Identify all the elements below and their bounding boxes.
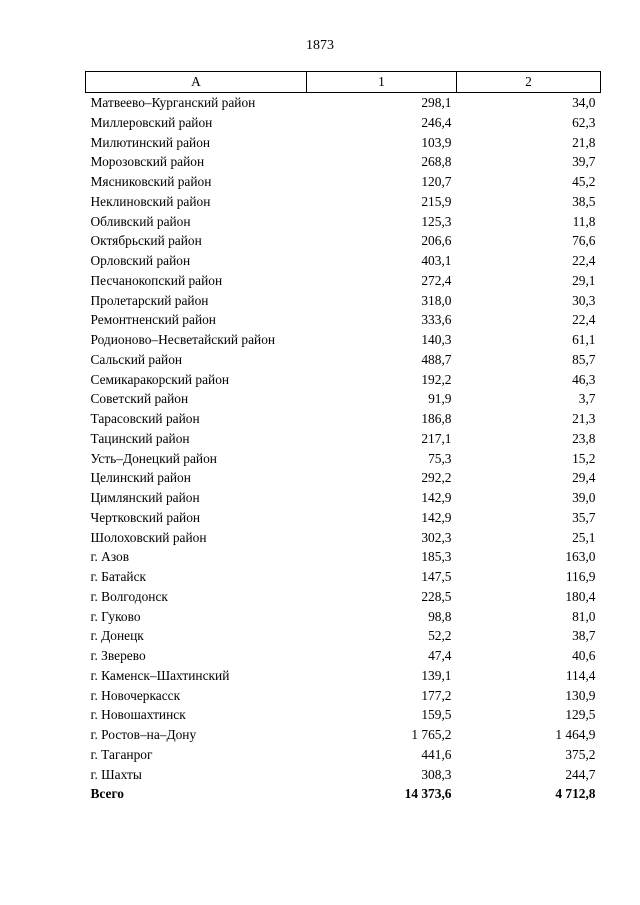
row-name-cell: Ремонтненский район	[90, 312, 216, 328]
row-value-1-cell: 308,3	[421, 766, 452, 782]
table-row	[86, 113, 601, 133]
row-value-2-cell: 1 464,9	[555, 727, 596, 742]
table-header	[86, 72, 601, 93]
table-row	[86, 231, 601, 251]
row-value-2-cell: 76,6	[572, 233, 596, 249]
row-value-1-cell: 140,3	[421, 332, 452, 347]
row-value-1-cell: 147,5	[421, 569, 452, 584]
row-value-1-cell: 441,6	[421, 746, 452, 762]
table-row	[86, 449, 601, 469]
row-value-2-cell: 180,4	[565, 588, 596, 604]
column-header-2: 2	[457, 72, 601, 93]
table-row	[86, 468, 601, 488]
data-table-container	[85, 71, 600, 804]
row-value-1-cell: 125,3	[421, 213, 452, 229]
row-name-cell: г. Новошахтинск	[90, 707, 186, 723]
table-row	[86, 547, 601, 567]
row-name-cell: г. Таганрог	[90, 746, 153, 762]
row-value-2-cell: 114,4	[565, 667, 596, 683]
row-value-1-cell: 268,8	[421, 154, 452, 170]
table-row	[86, 567, 601, 587]
table-row	[86, 626, 601, 646]
row-value-1-cell: 1 765,2	[411, 727, 452, 742]
table-row	[86, 409, 601, 429]
column-header-a: А	[86, 72, 307, 93]
row-value-1-cell: 142,9	[421, 509, 452, 525]
table-row	[86, 271, 601, 291]
table-row	[86, 607, 601, 627]
row-value-2-cell: 129,5	[565, 707, 596, 723]
data-table	[85, 71, 601, 804]
row-name-cell: Матвеево–Курганский район	[90, 95, 256, 110]
row-name-cell: Родионово–Несветайский район	[90, 332, 276, 347]
row-name-cell: Цимлянский район	[90, 490, 200, 505]
row-name-cell: Пролетарский район	[90, 292, 209, 308]
row-value-2-cell: 244,7	[565, 766, 596, 782]
row-name-cell: г. Азов	[90, 549, 130, 565]
row-value-1-cell: 246,4	[421, 114, 452, 130]
row-name-cell: г. Гуково	[90, 608, 141, 624]
row-name-cell: г. Шахты	[90, 766, 142, 782]
total-value-1-cell: 14 373,6	[404, 786, 452, 802]
table-row	[86, 93, 601, 113]
row-value-2-cell: 130,9	[565, 687, 596, 703]
row-value-2-cell: 62,3	[572, 114, 596, 130]
row-name-cell: Тацинский район	[90, 430, 190, 446]
row-value-2-cell: 116,9	[565, 569, 596, 584]
row-name-cell: Советский район	[90, 391, 189, 407]
page-number: 1873	[306, 38, 334, 53]
row-name-cell: Чертковский район	[90, 509, 201, 525]
row-value-1-cell: 103,9	[421, 134, 452, 150]
row-name-cell: Октябрьский район	[90, 233, 202, 249]
table-row	[86, 587, 601, 607]
row-value-2-cell: 61,1	[572, 332, 596, 347]
row-name-cell: Орловский район	[90, 253, 191, 268]
row-name-cell: Миллеровский район	[90, 114, 213, 130]
total-value-2-cell: 4 712,8	[555, 786, 596, 802]
row-name-cell: г. Волгодонск	[90, 588, 168, 604]
row-value-2-cell: 21,3	[572, 411, 596, 426]
row-name-cell: Мясниковский район	[90, 174, 212, 189]
table-row	[86, 666, 601, 686]
table-row	[86, 725, 601, 745]
row-value-1-cell: 47,4	[428, 648, 452, 663]
row-name-cell: Морозовский район	[90, 154, 205, 170]
row-value-1-cell: 52,2	[428, 628, 452, 644]
row-value-1-cell: 488,7	[421, 351, 452, 367]
table-row	[86, 646, 601, 666]
row-value-1-cell: 302,3	[421, 529, 452, 545]
table-row	[86, 133, 601, 153]
row-value-2-cell: 35,7	[572, 509, 596, 525]
row-value-2-cell: 30,3	[572, 292, 596, 308]
row-value-1-cell: 206,6	[421, 233, 452, 249]
table-row	[86, 172, 601, 192]
table-row	[86, 310, 601, 330]
table-row	[86, 152, 601, 172]
row-value-2-cell: 45,2	[572, 174, 596, 189]
table-row	[86, 765, 601, 785]
table-total-row	[86, 784, 601, 804]
row-name-cell: Шолоховский район	[90, 529, 207, 545]
row-name-cell: Милютинский район	[90, 134, 211, 150]
row-name-cell: Неклиновский район	[90, 193, 211, 209]
row-value-1-cell: 298,1	[421, 95, 452, 110]
row-name-cell: Усть–Донецкий район	[90, 450, 217, 466]
row-value-2-cell: 81,0	[572, 608, 596, 624]
row-value-1-cell: 159,5	[421, 707, 452, 723]
row-value-2-cell: 34,0	[572, 95, 596, 110]
row-value-1-cell: 186,8	[421, 411, 452, 426]
row-name-cell: г. Ростов–на–Дону	[90, 727, 197, 742]
row-value-1-cell: 98,8	[428, 608, 452, 624]
row-value-2-cell: 25,1	[572, 529, 596, 545]
table-row	[86, 291, 601, 311]
row-value-1-cell: 215,9	[421, 193, 452, 209]
row-value-2-cell: 40,6	[572, 648, 596, 663]
row-value-2-cell: 22,4	[572, 312, 596, 328]
row-name-cell: г. Зверево	[90, 648, 146, 663]
row-value-2-cell: 85,7	[572, 351, 596, 367]
row-value-1-cell: 192,2	[421, 371, 452, 387]
row-name-cell: Песчанокопский район	[90, 272, 223, 288]
column-header-1: 1	[307, 72, 457, 93]
table-header-row	[86, 72, 601, 93]
row-value-1-cell: 333,6	[421, 312, 452, 328]
row-value-2-cell: 38,5	[572, 193, 596, 209]
table-row	[86, 370, 601, 390]
row-value-2-cell: 29,4	[572, 470, 596, 486]
row-value-1-cell: 403,1	[421, 253, 452, 268]
row-value-1-cell: 292,2	[421, 470, 452, 486]
table-row	[86, 330, 601, 350]
row-name-cell: г. Каменск–Шахтинский	[90, 667, 230, 683]
row-value-1-cell: 91,9	[428, 391, 452, 407]
table-row	[86, 686, 601, 706]
table-row	[86, 389, 601, 409]
table-row	[86, 212, 601, 232]
row-value-1-cell: 217,1	[421, 430, 452, 446]
table-row	[86, 192, 601, 212]
row-name-cell: г. Донецк	[90, 628, 144, 644]
row-value-1-cell: 318,0	[421, 292, 452, 308]
row-value-2-cell: 39,0	[572, 490, 596, 505]
row-value-1-cell: 120,7	[421, 174, 452, 189]
table-row	[86, 745, 601, 765]
table-row	[86, 350, 601, 370]
row-value-2-cell: 163,0	[565, 549, 596, 565]
row-value-2-cell: 22,4	[572, 253, 596, 268]
row-name-cell: Сальский район	[90, 351, 183, 367]
row-value-2-cell: 23,8	[572, 430, 596, 446]
total-label-cell: Всего	[90, 786, 124, 802]
table-body	[86, 93, 601, 805]
row-value-1-cell: 272,4	[421, 272, 452, 288]
row-name-cell: Обливский район	[90, 213, 191, 229]
table-row	[86, 528, 601, 548]
table-row	[86, 429, 601, 449]
table-row	[86, 251, 601, 271]
row-value-2-cell: 21,8	[572, 134, 596, 150]
row-value-2-cell: 39,7	[572, 154, 596, 170]
row-value-2-cell: 15,2	[572, 450, 596, 466]
row-value-2-cell: 38,7	[572, 628, 596, 644]
row-value-2-cell: 3,7	[578, 391, 596, 407]
row-value-1-cell: 177,2	[421, 687, 452, 703]
row-value-2-cell: 375,2	[565, 746, 596, 762]
row-name-cell: Целинский район	[90, 470, 191, 486]
row-name-cell: г. Новочеркасск	[90, 687, 181, 703]
row-value-2-cell: 46,3	[572, 371, 596, 387]
row-value-2-cell: 29,1	[572, 272, 596, 288]
row-value-1-cell: 142,9	[421, 490, 452, 505]
row-name-cell: г. Батайск	[90, 569, 147, 584]
table-row	[86, 705, 601, 725]
row-value-1-cell: 75,3	[428, 450, 452, 466]
row-value-1-cell: 228,5	[421, 588, 452, 604]
row-name-cell: Семикаракорский район	[90, 371, 230, 387]
row-value-1-cell: 139,1	[421, 667, 452, 683]
row-value-2-cell: 11,8	[572, 213, 596, 229]
table-row	[86, 508, 601, 528]
table-row	[86, 488, 601, 508]
row-name-cell: Тарасовский район	[90, 411, 200, 426]
row-value-1-cell: 185,3	[421, 549, 452, 565]
